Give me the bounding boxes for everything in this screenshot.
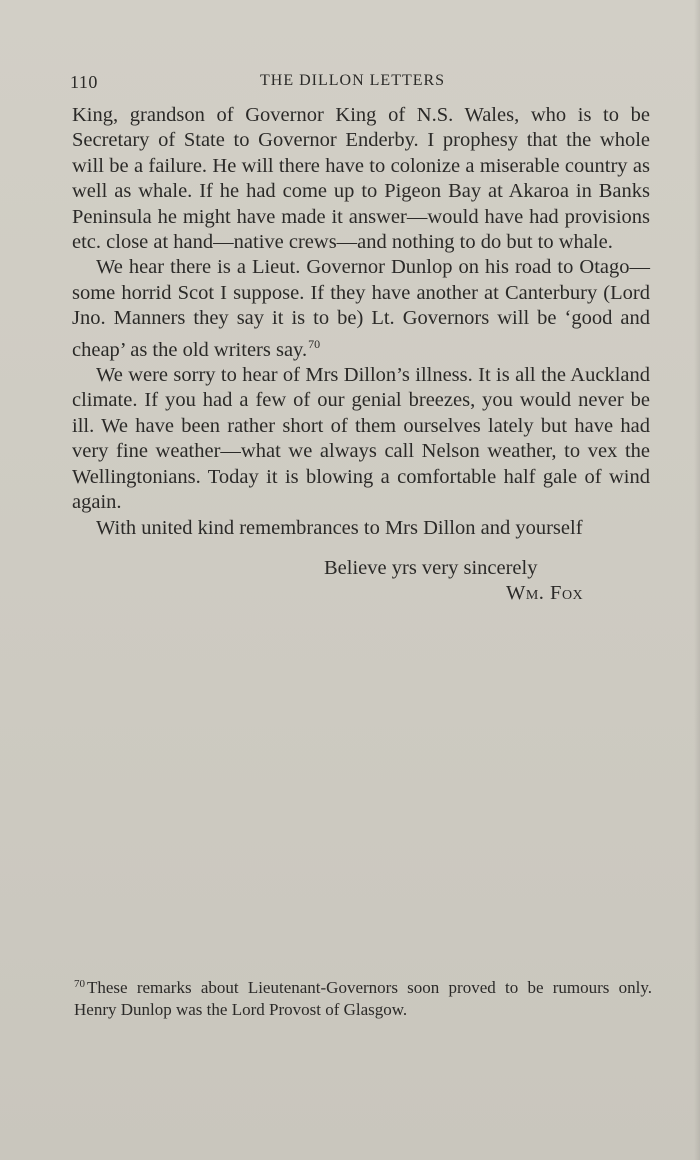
paragraph-1: King, grandson of Governor King of N.S. Wales, who is to be Secretary of State to Governor Enderby. I prophesy that the whole will be a failure. He will there have to colonize a miserable country as well as whale. If he had come up to Pigeon Bay at Akaroa in Banks Peninsula he might have made it answer—would have had provisions etc. close at hand—native crews—and nothing to do but to whale. [72,104,650,254]
paragraph-4: With united kind remembrances to Mrs Dillon and yourself [96,516,583,539]
closing-salutation: Believe yrs very sincerely [324,557,538,579]
footnote-marker: 70 [74,978,85,990]
signature: Wm. Fox [506,582,584,604]
running-title: THE DILLON LETTERS [260,72,446,89]
page-edge-shadow [694,0,700,1160]
footnote-reference: 70 [308,336,321,351]
page-number: 110 [70,72,98,92]
letter-body [72,103,650,541]
running-head [70,72,650,98]
paragraph-2 [72,255,650,363]
footnote [74,973,652,1021]
paragraph-2-text: We hear there is a Lieut. Governor Dunlop on his road to Otago—some horrid Scot I suppose. If they have another at Canterbury (Lord Jno. Manners they say it is to be) Lt. Governors will be ‘good and cheap’ as the old writers say. [72,256,650,361]
footnote-text: These remarks about Lieutenant-Governors soon proved to be rumours only. Henry Dunlop was the Lord Provost of Glasgow. [74,978,652,1019]
paragraph-3: We were sorry to hear of Mrs Dillon’s illness. It is all the Auckland climate. If you had a few of our genial breezes, you would never be ill. We have been rather short of them ourselves lately but have had very fine weather—what we always call Nelson weather, to vex the Wellingtonians. Today it is blowing a comfortable half gale of wind again. [72,364,650,514]
